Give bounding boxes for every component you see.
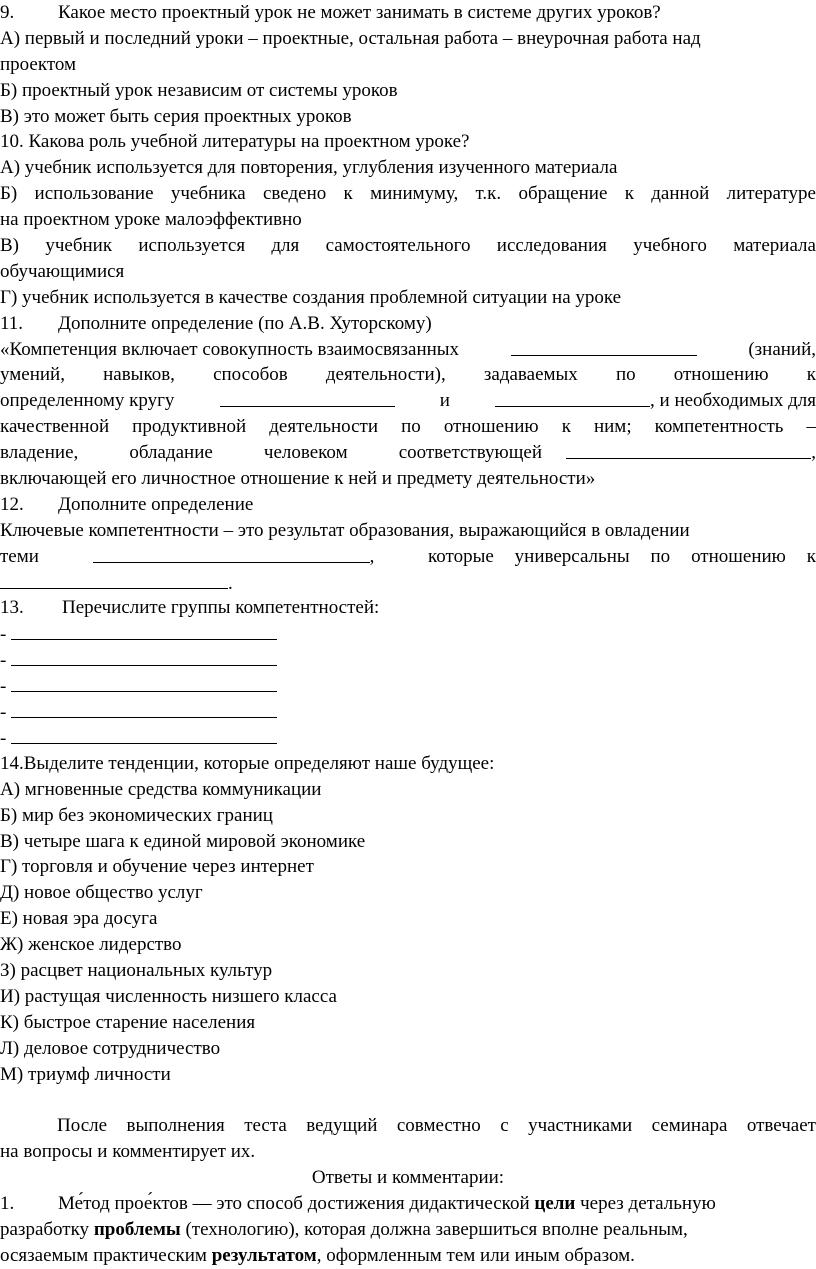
q10-option-c-line2: обучающимися	[0, 260, 125, 282]
q14-option: Д) новое общество услуг	[0, 882, 203, 904]
q14-option: В) четыре шага к единой мировой экономике	[0, 830, 366, 852]
answer-1-number: 1.	[0, 1192, 15, 1214]
q12-line2-blank-group	[93, 544, 375, 570]
word: материала	[733, 235, 816, 257]
word: Б)	[0, 183, 18, 205]
dash: -	[0, 650, 7, 672]
answer-1-line3	[0, 1243, 816, 1269]
q11-heading	[0, 311, 816, 337]
q14-option: Г) торговля и обучение через интернет	[0, 856, 314, 878]
q10-option-a: А) учебник используется для повторения, углубления изученного материала	[0, 157, 618, 179]
word: данной	[651, 183, 710, 205]
answer-blank[interactable]	[11, 725, 277, 744]
word: –	[806, 416, 816, 438]
q11-line2	[0, 362, 816, 388]
dash: -	[0, 727, 7, 749]
q9-option-a-line2: проектом	[0, 53, 77, 75]
q11-number: 11.	[0, 312, 24, 334]
word: по	[615, 364, 636, 386]
q12-line2-comma: ,	[369, 545, 375, 567]
q11-line5	[0, 440, 816, 466]
q14-heading: 14.Выделите тенденции, которые определяют наше будущее:	[0, 752, 495, 774]
q13-answer-line	[0, 621, 816, 647]
word: учебника	[170, 183, 246, 205]
q13-answer-line	[0, 725, 816, 751]
answer-1-text: (технологию), которая должна завершиться вполне реальным,	[180, 1218, 688, 1240]
answer-1-text: осязаемым практическим	[0, 1244, 212, 1266]
answer-blank[interactable]	[11, 699, 277, 718]
q12-line2-words	[428, 544, 816, 570]
word: обращение	[518, 183, 608, 205]
word: участниками	[528, 1115, 633, 1137]
answer-1-bold-problem: проблемы	[93, 1218, 181, 1240]
q11-line1-end: (знаний,	[748, 338, 816, 360]
q14-option: А) мгновенные средства коммуникации	[0, 778, 322, 800]
q11-line3-tail	[495, 388, 816, 414]
word: После	[57, 1115, 108, 1137]
word: отношению	[673, 364, 769, 386]
answers-title: Ответы и комментарии:	[311, 1167, 505, 1189]
after-line2: на вопросы и комментирует их.	[0, 1141, 256, 1163]
after-line1	[0, 1113, 816, 1139]
word: деятельности),	[325, 364, 446, 386]
word: качественной	[0, 416, 110, 438]
word: к	[806, 364, 816, 386]
word: соответствующей	[398, 442, 542, 464]
q9-heading	[0, 0, 816, 26]
word: использование	[34, 183, 154, 205]
word: учебного	[633, 235, 707, 257]
q12-line2	[0, 544, 816, 570]
q12-text: Дополните определение	[58, 493, 254, 515]
q14-option: И) растущая численность низшего класса	[0, 985, 337, 1007]
q13-answer-line	[0, 647, 816, 673]
word: выполнения	[126, 1115, 225, 1137]
q11-line6: включающей его личностное отношение к ней и предмету деятельности»	[0, 468, 596, 490]
answer-1-line2	[0, 1217, 816, 1243]
q10-option-b-line1	[0, 181, 816, 207]
word: по	[650, 545, 671, 567]
q11-line3-text: определенному кругу	[0, 390, 175, 412]
answer-blank[interactable]	[11, 647, 277, 666]
q14-option: Е) новая эра досуга	[0, 908, 158, 930]
q11-text: Дополните определение (по А.В. Хуторскому)	[58, 312, 432, 334]
word: т.к.	[475, 183, 502, 205]
word: продуктивной	[132, 416, 247, 438]
q14-option: К) быстрое старение населения	[0, 1011, 256, 1033]
word: к	[561, 416, 571, 438]
word: используется	[138, 235, 246, 257]
q11-line3-end: , и необходимых для	[650, 390, 816, 412]
word: исследования	[496, 235, 607, 257]
q12-line3	[0, 570, 816, 596]
word: учебник	[45, 235, 113, 257]
word: минимуму,	[370, 183, 459, 205]
word: способов	[213, 364, 288, 386]
word: В)	[0, 235, 19, 257]
answer-1-bold-goal: цели	[534, 1192, 576, 1214]
q13-answer-line	[0, 673, 816, 699]
word: отвечает	[746, 1115, 816, 1137]
word: ним;	[593, 416, 632, 438]
word: самостоятельного	[325, 235, 471, 257]
q10-option-d: Г) учебник используется в качестве создания проблемной ситуации на уроке	[0, 286, 622, 308]
q9-text: Какое место проектный урок не может занимать в системе других уроков?	[58, 2, 661, 23]
q14-option: Б) мир без экономических границ	[0, 804, 273, 826]
q10-option-c-line1	[0, 233, 816, 259]
answer-1-line1	[0, 1191, 816, 1217]
word: к	[806, 545, 816, 567]
word: компетентность	[654, 416, 784, 438]
q14-option: Ж) женское лидерство	[0, 934, 182, 956]
q11-line5-words	[0, 440, 542, 466]
q14-options	[0, 777, 816, 1088]
word: отношению	[443, 416, 539, 438]
q10-option-b-line2: на проектном уроке малоэффективно	[0, 209, 302, 231]
word: к	[343, 183, 353, 205]
word: задаваемых	[483, 364, 578, 386]
answer-blank[interactable]	[11, 673, 277, 692]
q12-line1: Ключевые компетентности – это результат образования, выражающийся в овладении	[0, 519, 690, 541]
answer-blank[interactable]	[511, 337, 697, 356]
word: которые	[428, 545, 494, 567]
word: обладание	[129, 442, 213, 464]
q14-option: Л) деловое сотрудничество	[0, 1037, 221, 1059]
word: для	[271, 235, 300, 257]
q13-heading	[0, 595, 816, 621]
q11-line4	[0, 414, 816, 440]
answer-1-bold-result: результатом	[211, 1244, 317, 1266]
answer-blank[interactable]	[220, 388, 395, 407]
q11-line1	[0, 337, 816, 363]
answer-blank[interactable]	[11, 621, 277, 640]
word: навыков,	[103, 364, 175, 386]
word: по	[401, 416, 421, 438]
word: деятельности	[269, 416, 379, 438]
q13-text: Перечислите группы компетентностей:	[62, 597, 380, 619]
word: универсальны	[514, 545, 630, 567]
q9-option-c: В) это может быть серия проектных уроков	[0, 105, 352, 127]
q11-line1-text: «Компетенция включает совокупность взаимосвязанных	[0, 338, 460, 360]
word: литературе	[726, 183, 816, 205]
q13-answer-line	[0, 699, 816, 725]
answer-blank[interactable]	[93, 544, 370, 563]
dash: -	[0, 676, 7, 698]
q9-number: 9.	[0, 2, 15, 23]
q10-heading: 10. Какова роль учебной литературы на проектном уроке?	[0, 131, 470, 153]
word: совместно	[396, 1115, 481, 1137]
q13-number: 13.	[0, 597, 24, 619]
answer-1-text: через детальную	[575, 1192, 716, 1214]
answer-1-text: Ме́тод прое́ктов — это способ достижения дидактической	[58, 1192, 535, 1214]
answer-blank[interactable]	[566, 440, 811, 459]
q12-line3-end: .	[228, 572, 233, 594]
q11-line3-and: и	[439, 390, 450, 412]
q11-line3	[0, 388, 816, 414]
word: сведено	[263, 183, 327, 205]
word: теста	[244, 1115, 287, 1137]
answer-1-text: , оформленным тем или иным образом.	[316, 1244, 635, 1266]
answer-blank[interactable]	[0, 570, 228, 589]
dash: -	[0, 624, 7, 646]
q11-line5-tail	[566, 440, 816, 466]
q12-line2-text: теми	[0, 545, 39, 567]
word: семинара	[651, 1115, 728, 1137]
word: отношению	[691, 545, 786, 567]
word: с	[500, 1115, 509, 1137]
word: владение,	[0, 442, 79, 464]
word: ведущий	[306, 1115, 378, 1137]
q9-option-a-line1: А) первый и последний уроки – проектные, остальная работа – внеурочная работа над	[0, 27, 701, 49]
word: к	[624, 183, 634, 205]
blank-line	[0, 1087, 816, 1113]
q12-heading	[0, 492, 816, 518]
q14-option: М) триумф личности	[0, 1063, 171, 1085]
q12-number: 12.	[0, 493, 24, 515]
answer-1-text: разработку	[0, 1218, 94, 1240]
q9-option-b: Б) проектный урок независим от системы уроков	[0, 79, 398, 101]
q14-option: З) расцвет национальных культур	[0, 959, 273, 981]
dash: -	[0, 702, 7, 724]
q11-line5-end: ,	[811, 442, 816, 464]
word: умений,	[0, 364, 65, 386]
word: человеком	[263, 442, 348, 464]
answer-blank[interactable]	[495, 388, 650, 407]
